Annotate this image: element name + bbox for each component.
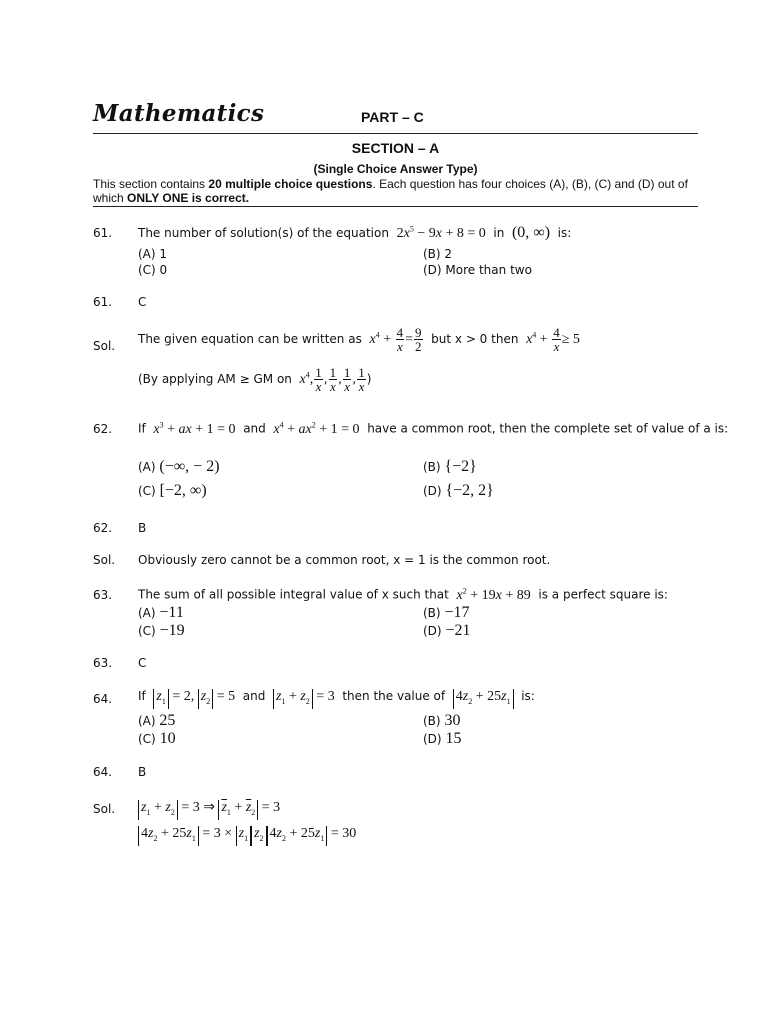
option-b: (B) 2: [423, 247, 453, 261]
header-rule-bottom: [93, 206, 698, 207]
question-number: 61.: [93, 226, 113, 240]
subject-title: Mathematics: [93, 100, 265, 127]
question-64-text: If $z_1 = 2$, $z_2 = 5$ and $z_1 + z_2 = 3$ then the value of $4z_2 + 25z_1$ is:: [138, 689, 535, 709]
part-label: PART – C: [361, 109, 424, 125]
solution-label: Sol.: [93, 339, 116, 353]
option-a: (A) 25: [138, 712, 176, 729]
header-rule-top: [93, 133, 698, 134]
section-instructions: This section contains 20 multiple choice questions. Each question has four choices (A), (B), (C) and (D) out of which ONLY ONE is correct.: [93, 177, 688, 205]
question-number: 64.: [93, 692, 113, 706]
option-d: (D) 15: [423, 730, 462, 747]
section-title: SECTION – A: [351, 140, 440, 156]
answer-key: B: [138, 521, 147, 535]
option-d: (D) {−2, 2}: [423, 482, 494, 499]
answer-number: 63.: [93, 656, 113, 670]
answer-number: 64.: [93, 765, 113, 779]
solution-64-line-2: $4z_2 + 25z_1 = 3 \times z_1$ $z_2$ $4z_2 + 25z_1 = 30$: [138, 826, 356, 846]
question-62-text: If $x^3$ + ax + 1 = 0 and $x^4 + ax^2 + 1 = 0$ have a common root, then the complete set of value of a is:: [138, 420, 729, 437]
option-c: (C) −19: [138, 622, 185, 639]
option-a: (A) (−∞, − 2): [138, 458, 220, 475]
option-b: (B) {−2}: [423, 458, 477, 475]
solution-61-line-1: The given equation can be written as $x^4$ + $\frac{4}{x}$ = $\frac{9}{2}$ but x > 0 then $x^4$ + $\frac{4}{x}$ ≥ 5: [138, 325, 580, 354]
solution-64-line-1: $z_1 + z_2 = 3$ ⇒ $\overline{z}_1 + \overline{z}_2 = 3$: [138, 799, 280, 820]
option-c: (C) [−2, ∞): [138, 482, 207, 499]
solution-label: Sol.: [93, 553, 116, 567]
option-d: (D) More than two: [423, 263, 532, 277]
solution-61-line-2: (By applying AM ≥ GM on $x^4$, $\frac{1}{x}$ , $\frac{1}{x}$ , $\frac{1}{x}$ , $\frac{1}{x}$ ): [138, 365, 372, 394]
option-d: (D) −21: [423, 622, 471, 639]
answer-number: 61.: [93, 295, 113, 309]
option-b: (B) −17: [423, 604, 470, 621]
question-number: 63.: [93, 588, 113, 602]
option-b: (B) 30: [423, 712, 461, 729]
answer-key: C: [138, 656, 147, 670]
question-number: 62.: [93, 422, 113, 436]
answer-type: (Single Choice Answer Type): [313, 162, 478, 176]
option-a: (A) 1: [138, 247, 168, 261]
solution-62-text: Obviously zero cannot be a common root, x = 1 is the common root.: [138, 553, 551, 567]
answer-number: 62.: [93, 521, 113, 535]
answer-key: C: [138, 295, 147, 309]
answer-key: B: [138, 765, 147, 779]
option-a: (A) −11: [138, 604, 184, 621]
question-61-text: The number of solution(s) of the equation $2x^5 - 9x + 8 = 0$ in (0, ∞) is:: [138, 224, 572, 241]
option-c: (C) 0: [138, 263, 168, 277]
solution-label: Sol.: [93, 802, 116, 816]
option-c: (C) 10: [138, 730, 176, 747]
question-63-text: The sum of all possible integral value of x such that $x^2 + 19x + 89$ is a perfect square is:: [138, 586, 668, 603]
